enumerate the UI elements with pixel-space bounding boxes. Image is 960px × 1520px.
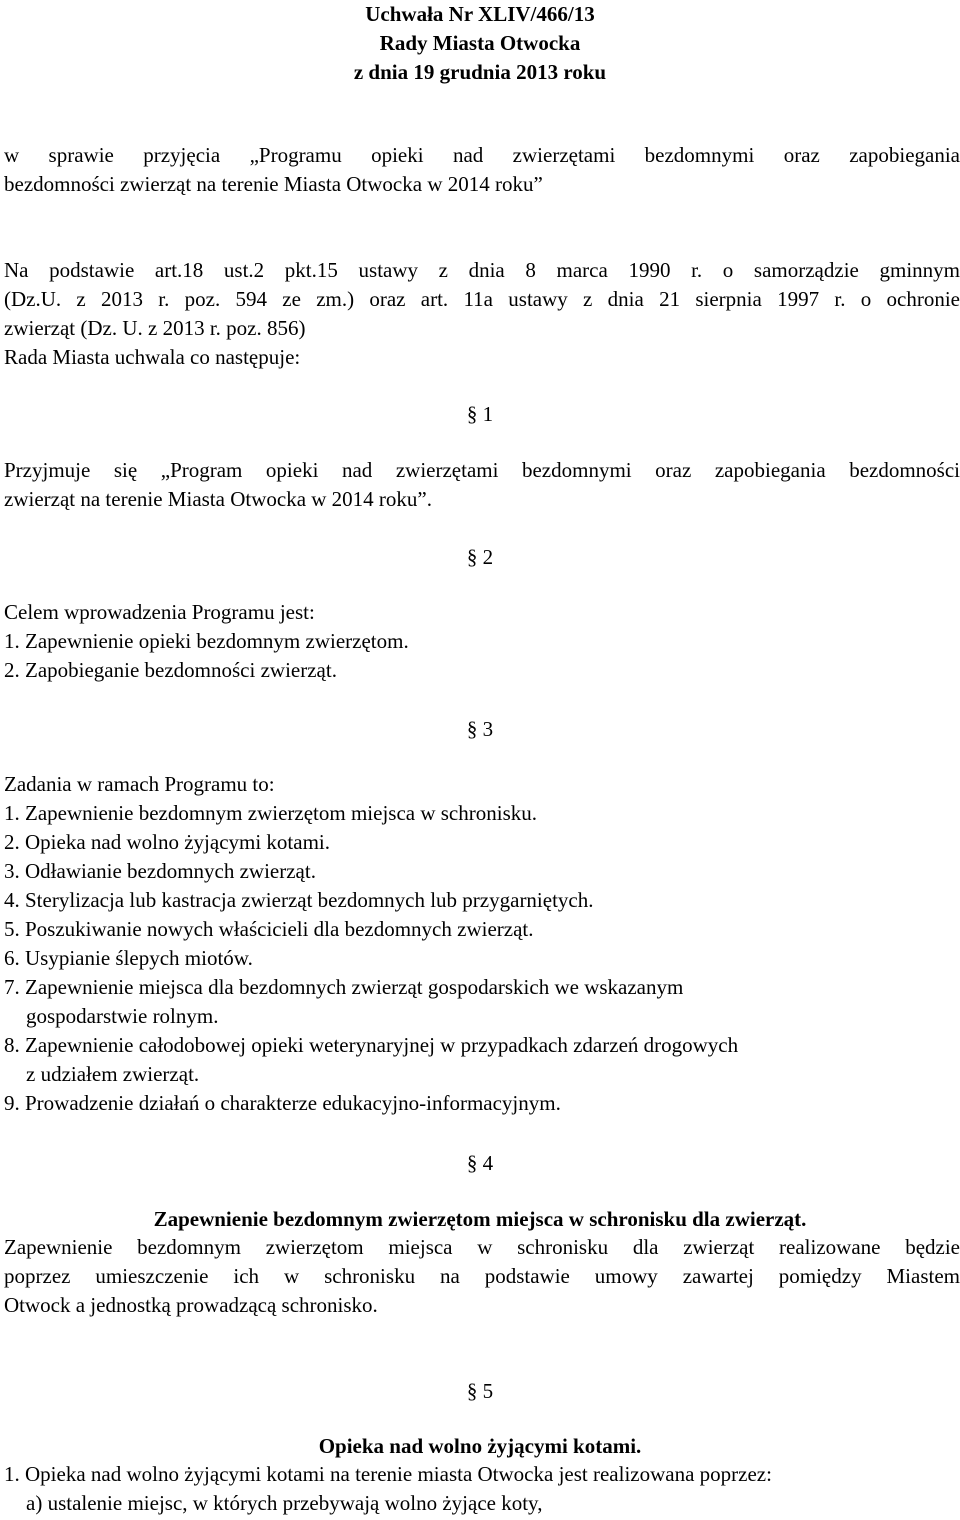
basis-line-4: Rada Miasta uchwala co następuje: (4, 345, 301, 369)
section-mark-1: § 1 (466, 402, 494, 426)
section-3-item-continuation: gospodarstwie rolnym. (26, 1004, 219, 1028)
resolution-subject (4, 141, 960, 199)
section-3-item: 5. Poszukiwanie nowych właścicieli dla bezdomnych zwierząt. (4, 917, 534, 941)
section-3-body (4, 770, 960, 1118)
section-3-item: 4. Sterylizacja lub kastracja zwierząt bezdomnych lub przygarniętych. (4, 888, 594, 912)
section-3-intro: Zadania w ramach Programu to: (4, 772, 275, 796)
title-line-2: Rady Miasta Otwocka (379, 31, 581, 55)
section-1-body (4, 456, 960, 514)
section-3-item: 2. Opieka nad wolno żyjącymi kotami. (4, 830, 331, 854)
basis-line-1: Na podstawie art.18 ust.2 pkt.15 ustawy z dnia 8 marca 1990 r. o samorządzie gminnym (4, 258, 960, 282)
subject-line-2: bezdomności zwierząt na terenie Miasta Otwocka w 2014 roku” (4, 172, 543, 196)
document-title (0, 0, 960, 87)
subject-line-1: w sprawie przyjęcia „Programu opieki nad zwierzętami bezdomnymi oraz zapobiegania (4, 143, 960, 167)
section-3-item: 3. Odławianie bezdomnych zwierząt. (4, 859, 316, 883)
section-3-item: 9. Prowadzenie działań o charakterze edukacyjno-informacyjnym. (4, 1091, 561, 1115)
section-3-item: 8. Zapewnienie całodobowej opieki weterynaryjnej w przypadkach zdarzeń drogowych (4, 1033, 739, 1057)
section-3-item-continuation: z udziałem zwierząt. (26, 1062, 200, 1086)
section-mark-2: § 2 (466, 545, 494, 569)
section-4-body (4, 1233, 960, 1320)
section-2-intro: Celem wprowadzenia Programu jest: (4, 600, 315, 624)
section-3-item: 6. Usypianie ślepych miotów. (4, 946, 253, 970)
section-5-line-2: a) ustalenie miejsc, w których przebywają wolno żyjące koty, (26, 1491, 543, 1515)
section-1-line-2: zwierząt na terenie Miasta Otwocka w 2014 roku”. (4, 487, 432, 511)
legal-basis (4, 256, 960, 372)
basis-line-3: zwierząt (Dz. U. z 2013 r. poz. 856) (4, 316, 306, 340)
section-1-line-1: Przyjmuje się „Program opieki nad zwierzętami bezdomnymi oraz zapobiegania bezdomności (4, 458, 960, 482)
section-4-line-3: Otwock a jednostką prowadzącą schronisko. (4, 1293, 378, 1317)
section-4-line-2: poprzez umieszczenie ich w schronisku na podstawie umowy zawartej pomiędzy Miastem (4, 1264, 960, 1288)
section-4-line-1: Zapewnienie bezdomnym zwierzętom miejsca w schronisku dla zwierząt realizowane będzie (4, 1235, 960, 1259)
section-5-body (4, 1460, 960, 1518)
section-mark-4: § 4 (466, 1151, 494, 1175)
section-2-item: 2. Zapobieganie bezdomności zwierząt. (4, 658, 337, 682)
section-2-body (4, 598, 960, 685)
section-4-heading: Zapewnienie bezdomnym zwierzętom miejsca w schronisku dla zwierząt. (153, 1207, 807, 1231)
section-3-item: 7. Zapewnienie miejsca dla bezdomnych zwierząt gospodarskich we wskazanym (4, 975, 684, 999)
section-mark-5: § 5 (466, 1379, 494, 1403)
title-line-3: z dnia 19 grudnia 2013 roku (353, 60, 607, 84)
section-5-line-1: 1. Opieka nad wolno żyjącymi kotami na terenie miasta Otwocka jest realizowana poprzez: (4, 1462, 772, 1486)
section-mark-3: § 3 (466, 717, 494, 741)
section-5-heading: Opieka nad wolno żyjącymi kotami. (318, 1434, 642, 1458)
title-line-1: Uchwała Nr XLIV/466/13 (365, 2, 595, 26)
section-2-item: 1. Zapewnienie opieki bezdomnym zwierzętom. (4, 629, 409, 653)
basis-line-2: (Dz.U. z 2013 r. poz. 594 ze zm.) oraz art. 11a ustawy z dnia 21 sierpnia 1997 r. o ochronie (4, 287, 960, 311)
section-3-item: 1. Zapewnienie bezdomnym zwierzętom miejsca w schronisku. (4, 801, 537, 825)
